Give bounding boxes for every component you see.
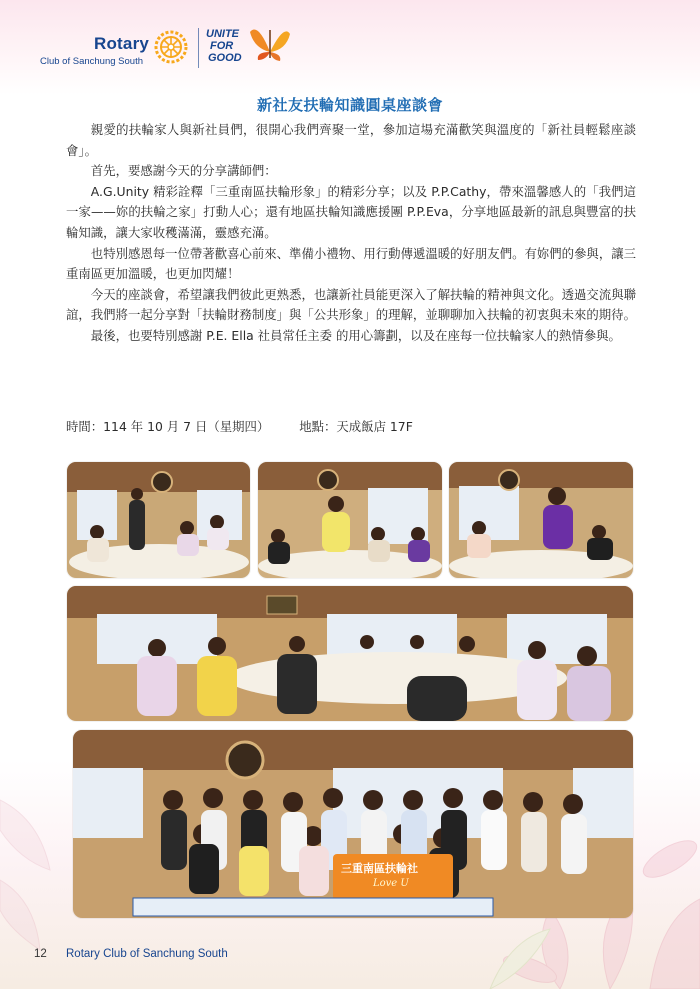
paragraph: 最後，也要特別感謝 P.E. Ella 社員常任主委 的用心籌劃，以及在座每一位扶輪家人的熱情參與。 bbox=[90, 327, 621, 343]
rotary-wordmark: Rotary bbox=[94, 34, 150, 53]
slogan-word: UNITE bbox=[206, 28, 239, 40]
paragraph: 今天的座談會，希望讓我們彼此更熟悉，也讓新社員能更深入了解扶輪的精神與文化。透過交流與聯誼，我們將一起分享對「扶輪財務制度」與「公共形象」的理解，並聊聊加入扶輪的初衷與未來的期待。 bbox=[66, 286, 636, 323]
footer-club-name: Rotary Club of Sanchung South bbox=[66, 948, 228, 960]
event-location: 地點：天成飯店 17F bbox=[299, 419, 413, 434]
slogan-word: GOOD bbox=[208, 52, 242, 64]
rotary-wheel-icon bbox=[154, 30, 188, 64]
paragraph: 親愛的扶輪家人與新社員們，很開心我們齊聚一堂，參加這場充滿歡笑與溫度的「新社員輕鬆座談會」。 bbox=[66, 122, 636, 158]
article-body bbox=[66, 120, 636, 347]
slogan-word: FOR bbox=[210, 40, 234, 52]
club-logo bbox=[38, 28, 298, 72]
event-photo-2 bbox=[258, 462, 442, 578]
event-photo-4 bbox=[67, 586, 633, 721]
event-info bbox=[66, 417, 636, 435]
lily-decoration-left bbox=[0, 760, 70, 960]
logo-divider bbox=[198, 28, 199, 68]
event-time: 時間：114 年 10 月 7 日（星期四） bbox=[66, 419, 270, 434]
paragraph: 首先，要感謝今天的分享講師們： bbox=[90, 163, 277, 179]
paragraph: A.G.Unity 精彩詮釋「三重南區扶輪形象」的精彩分享；以及 P.P.Cathy，帶來溫馨感人的「我們這一家——妳的扶輪之家」打動人心；還有地區扶輪知識應援團 P.P.Eva，分享地區最新的訊息與豐富的扶輪知識，讓大家收穫滿滿，靈感充滿。 bbox=[66, 183, 636, 240]
butterfly-icon bbox=[248, 22, 292, 62]
article-title: 新社友扶輪知識圓桌座談會 bbox=[256, 96, 443, 114]
page-footer bbox=[34, 948, 228, 960]
page-number: 12 bbox=[34, 948, 47, 960]
event-group-photo bbox=[73, 730, 633, 918]
banner-text: 三重南區扶輪社 bbox=[341, 862, 418, 875]
event-photo-3 bbox=[449, 462, 633, 578]
paragraph: 也特別感恩每一位帶著歡喜心前來、準備小禮物、用行動傳遞溫暖的好朋友們。有妳們的參與，讓三重南區更加溫暖，也更加閃耀！ bbox=[66, 245, 636, 282]
event-photo-1 bbox=[67, 462, 250, 578]
club-name: Club of Sanchung South bbox=[40, 56, 143, 67]
banner-script: Love U bbox=[373, 878, 409, 889]
